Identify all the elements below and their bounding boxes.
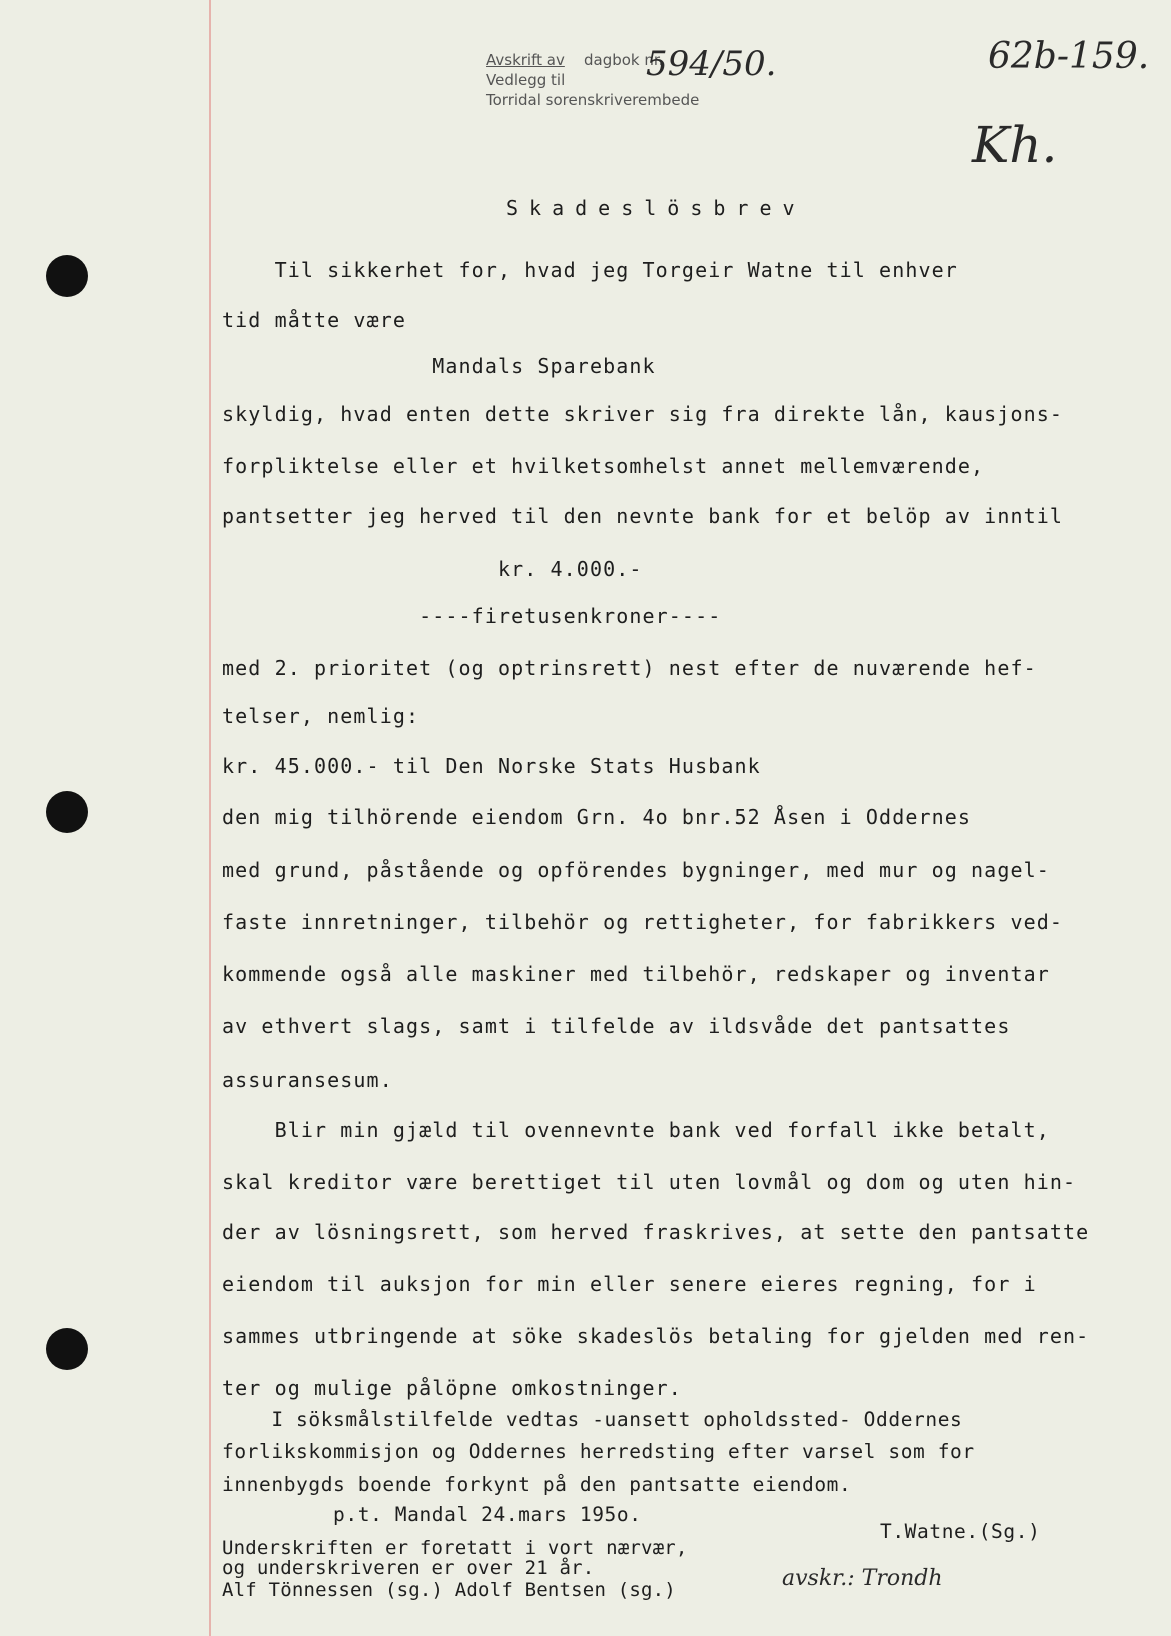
body-line: pantsetter jeg herved til den nevnte bank for et belöp av inntil: [222, 504, 1064, 528]
witness-line: og underskriveren er over 21 år.: [222, 1557, 595, 1579]
handwritten-initials: Kh.: [972, 116, 1058, 174]
body-line: assuransesum.: [222, 1068, 393, 1092]
stamp-dagbok-label: dagbok nr.: [584, 51, 664, 69]
body-line: Til sikkerhet for, hvad jeg Torgeir Watne til enhver: [222, 258, 958, 282]
punch-hole-top: [46, 255, 88, 297]
body-line: den mig tilhörende eiendom Grn. 4o bnr.52 Åsen i Oddernes: [222, 805, 972, 829]
body-line: med 2. prioritet (og optrinsrett) nest efter de nuværende hef-: [222, 656, 1037, 680]
body-line: forlikskommisjon og Oddernes herredsting efter varsel som for: [222, 1440, 975, 1463]
witness-names: Alf Tönnessen (sg.) Adolf Bentsen (sg.): [222, 1579, 676, 1601]
body-line: forpliktelse eller et hvilketsomhelst annet mellemværende,: [222, 454, 985, 478]
body-line: Mandals Sparebank: [222, 354, 656, 378]
body-line: der av lösningsrett, som herved fraskrives, at sette den pantsatte: [222, 1220, 1090, 1244]
typed-signature: T.Watne.(Sg.): [880, 1520, 1041, 1543]
body-line: kr. 45.000.- til Den Norske Stats Husbank: [222, 754, 761, 778]
handwritten-signature-note: avskr.: Trondh: [782, 1566, 943, 1591]
punch-hole-bottom: [46, 1328, 88, 1370]
body-line: Blir min gjæld til ovennevnte bank ved forfall ikke betalt,: [222, 1118, 1050, 1142]
body-line: sammes utbringende at söke skadeslös betaling for gjelden med ren-: [222, 1324, 1090, 1348]
body-line: I söksmålstilfelde vedtas -uansett opholdssted- Oddernes: [222, 1408, 963, 1431]
stamp-label-avskrift: Avskrift av: [486, 51, 565, 69]
body-line: skyldig, hvad enten dette skriver sig fra direkte lån, kausjons-: [222, 402, 1064, 426]
punch-hole-middle: [46, 791, 88, 833]
stamp-office: Torridal sorenskriverembede: [486, 91, 700, 109]
body-line: eiendom til auksjon for min eller senere eieres regning, for i: [222, 1272, 1037, 1296]
body-line: ter og mulige pålöpne omkostninger.: [222, 1376, 682, 1400]
place-date-line: p.t. Mandal 24.mars 195o.: [222, 1503, 642, 1526]
body-line: telser, nemlig:: [222, 704, 420, 728]
stamp-label-vedlegg: Vedlegg til: [486, 71, 566, 89]
document-title: Skadeslösbrev: [506, 196, 806, 220]
body-line: tid måtte være: [222, 308, 406, 332]
handwritten-page-ref: 62b-159.: [988, 36, 1150, 77]
handwritten-dagbok-number: 594/50.: [646, 44, 777, 84]
body-line: kr. 4.000.-: [222, 557, 643, 581]
body-line: faste innretninger, tilbehör og rettigheter, for fabrikkers ved-: [222, 910, 1064, 934]
body-line: av ethvert slags, samt i tilfelde av ildsvåde det pantsattes: [222, 1014, 1011, 1038]
body-line: kommende også alle maskiner med tilbehör, redskaper og inventar: [222, 962, 1050, 986]
body-line: med grund, påstående og opförendes bygninger, med mur og nagel-: [222, 858, 1050, 882]
body-line: skal kreditor være berettiget til uten lovmål og dom og uten hin-: [222, 1170, 1077, 1194]
body-line: ----firetusenkroner----: [222, 604, 722, 628]
body-line: innenbygds boende forkynt på den pantsatte eiendom.: [222, 1473, 852, 1496]
witness-line: Underskriften er foretatt i vort nærvær,: [222, 1537, 688, 1559]
margin-rule: [209, 0, 211, 1636]
